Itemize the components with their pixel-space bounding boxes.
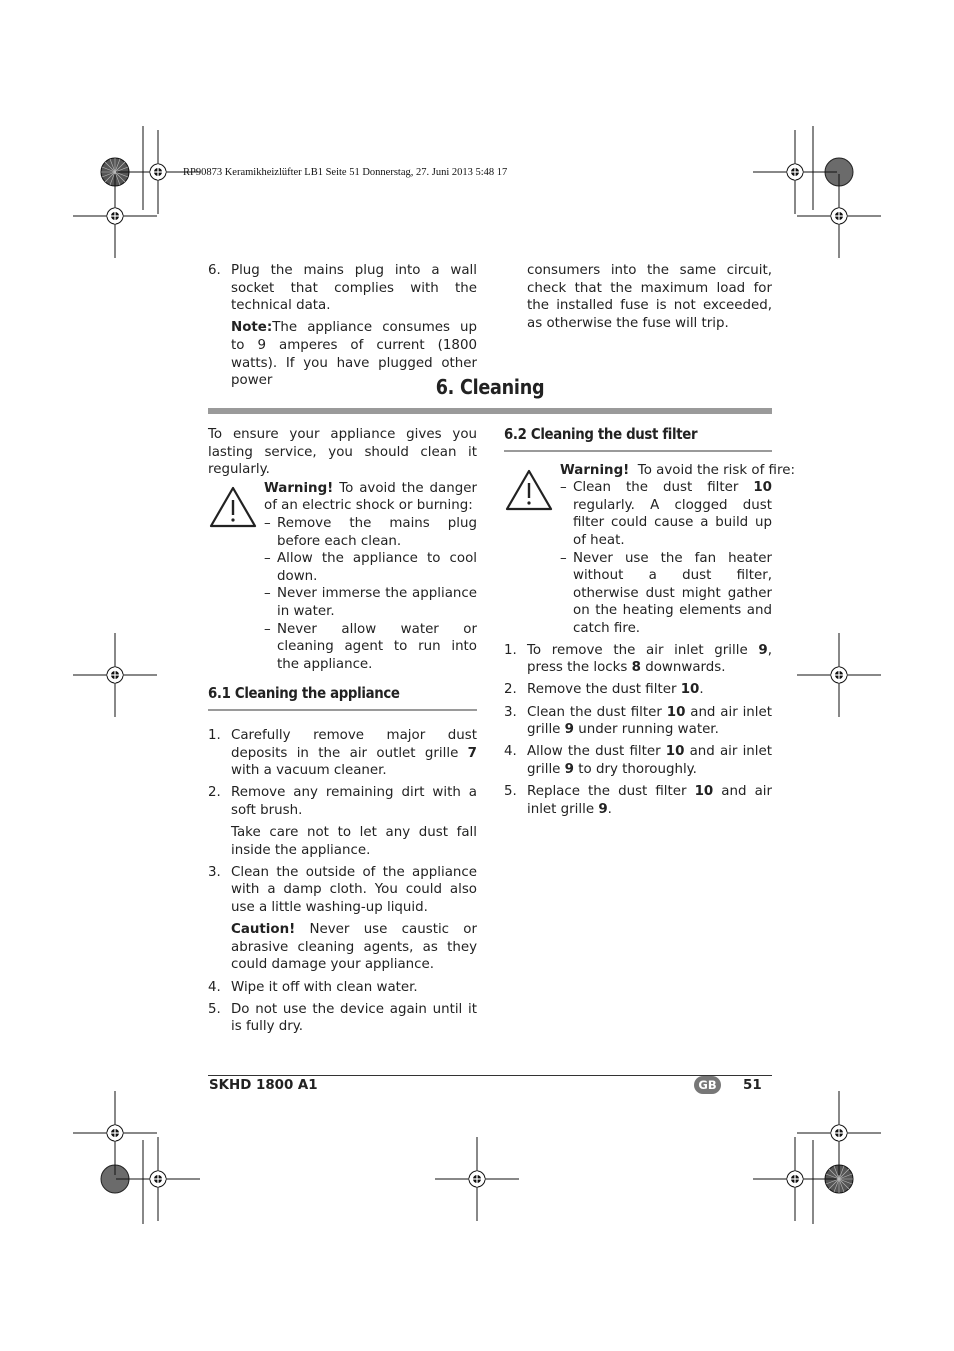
footer-model: SKHD 1800 A1 [209, 1078, 318, 1093]
subsection-heading-61 [208, 685, 477, 711]
step-note: Take care not to let any dust fall inside the appliance. [231, 825, 477, 858]
warning-label: Warning! [264, 480, 334, 496]
caution-paragraph: Caution! Never use caustic or abrasive cleaning agents, as they could damage your appliance. [231, 922, 477, 973]
subsection-rule [504, 450, 772, 452]
step-number: 6. [208, 263, 221, 278]
warning-item: – Never immerse the appliance in water. [264, 586, 477, 619]
list-item: 4. Wipe it off with clean water. [208, 979, 418, 995]
step-text: Plug the mains plug into a wall socket that complies with the technical data. [231, 263, 477, 314]
warning-block [504, 462, 795, 638]
intro-paragraph: To ensure your appliance gives you lasting service, you should clean it regularly. [208, 427, 477, 478]
subsection-title: 6.2 Cleaning the dust filter [504, 425, 698, 443]
crop-mark-icon [73, 174, 157, 258]
crop-mark-icon [797, 174, 881, 258]
warning-label: Warning! [560, 462, 630, 478]
list-item: 1. To remove the air inlet grille 9, press the locks 8 downwards. [504, 642, 772, 676]
crop-mark-icon [753, 130, 837, 214]
crop-mark-icon [435, 1137, 519, 1221]
warning-item: – Clean the dust filter 10 regularly. A clogged dust filter could cause a build up of heat. [560, 480, 772, 548]
warning-triangle-icon [208, 485, 258, 529]
warning-triangle-icon [504, 468, 554, 512]
list-item [208, 262, 477, 315]
footer-right [694, 1076, 762, 1094]
subsection-heading-62 [504, 426, 772, 452]
section-title: 6. Cleaning [435, 375, 545, 399]
crop-mark-icon [797, 1091, 881, 1175]
subsection-rule [208, 709, 477, 711]
subsection-title: 6.1 Cleaning the appliance [208, 684, 400, 703]
list-item: 3. Clean the dust filter 10 and air inlet grille 9 under running water. [504, 704, 772, 738]
warning-item: – Remove the mains plug before each clean. [264, 515, 477, 549]
list-item: 1. Carefully remove major dust deposits in the air outlet grille 7 with a vacuum cleaner. [208, 727, 477, 779]
filter-steps [504, 642, 772, 819]
continued-text: consumers into the same circuit, check that the maximum load for the installed fuse is not exceeded, as otherwise the fuse will trip. [527, 263, 772, 331]
list-item: 5. Do not use the device again until it is fully dry. [208, 1001, 477, 1035]
language-badge: GB [694, 1076, 721, 1094]
print-slug: RP90873 Keramikheizlüfter LB1 Seite 51 Donnerstag, 27. Juni 2013 5:48 17 [183, 167, 508, 178]
cleaning-steps [208, 727, 477, 1036]
warning-lead [264, 480, 477, 515]
crop-mark-icon [116, 1137, 200, 1221]
warning-item: – Allow the appliance to cool down. [264, 551, 477, 584]
warning-item: – Never use the fan heater without a dust filter, otherwise dust might gather on the heating elements and catch fire. [560, 550, 772, 636]
warning-text: To avoid the danger of an electric shock or burning: [264, 480, 477, 514]
crop-mark-icon [73, 633, 157, 717]
warning-block [208, 480, 477, 674]
crop-mark-icon [797, 633, 881, 717]
warning-lead: Warning! To avoid the risk of fire: [560, 462, 795, 478]
crop-mark-icon [73, 1091, 157, 1175]
list-item: 5. Replace the dust filter 10 and air inlet grille 9. [504, 784, 772, 817]
left-column [208, 426, 477, 1041]
footer-rule [208, 1075, 772, 1076]
right-column [504, 425, 795, 823]
list-item: 4. Allow the dust filter 10 and air inlet grille 9 to dry thoroughly. [504, 744, 772, 777]
caution-label: Caution! [231, 922, 296, 938]
list-item: 2. Remove any remaining dirt with a soft brush. [208, 785, 477, 818]
top-right-block [527, 262, 772, 332]
page-number: 51 [743, 1077, 762, 1093]
crop-mark-icon [753, 1137, 837, 1221]
note-text: The appliance consumes up to 9 amperes of current (1800 watts). If you have plugged other power [231, 320, 477, 389]
list-item: 3. Clean the outside of the appliance with a damp cloth. You could also use a little washing-up liquid. [208, 864, 477, 916]
warning-item: – Never allow water or cleaning agent to run into the appliance. [264, 621, 477, 672]
note-label: Note: [231, 320, 273, 336]
list-item: 2. Remove the dust filter 10. [504, 682, 704, 698]
section-rule [208, 408, 772, 414]
